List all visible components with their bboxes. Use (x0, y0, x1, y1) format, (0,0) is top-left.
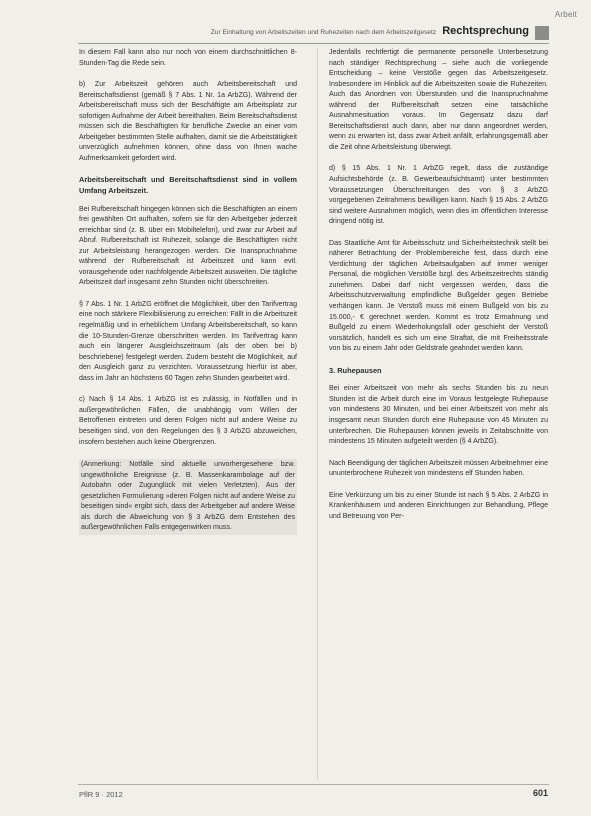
paragraph: c) Nach § 14 Abs. 1 ArbZG ist es zulässig, in Notfällen und in außergewöhnlichen Fällen, die unabhängig vom Willen der Betroffenen eintreten und deren Folgen nicht auf andere Weise zu beseitigen sind, von den Regelungen des § 3 ArbZG abzuweichen, insofern bestehen auch keine Obergrenzen. (79, 396, 297, 446)
section-title: Rechtsprechung (442, 25, 529, 37)
paragraph: In diesem Fall kann also nur noch von einem durchschnittlichen 8-Stunden-Tag die Rede sein. (79, 49, 297, 67)
running-header (200, 25, 529, 37)
paragraph: b) Zur Arbeitszeit gehören auch Arbeitsbereitschaft und Bereitschaftsdienst (gemäß § 7 Abs. 1 Nr. 1a ArbZG). Während der Arbeitsbereitschaft muss sich der Beschäftigte am Arbeitsplatz zur sofortigen Aufnahme der Arbeit bereithalten. Beim Bereitschaftsdienst müssen sich die Beschäftigten für berufliche Zwecke an einer vom Arbeitgeber bestimmten Stelle aufhalten, damit sie die Arbeitstätigkeit unverzüglich aufnehmen können, ohne dass von Ihnen wache Aufmerksamkeit gefordert wird. (79, 81, 297, 162)
header-subtitle: Zur Einhaltung von Arbeitszeiten und Ruhezeiten nach dem Arbeitszeitgesetz (210, 29, 437, 36)
paragraph: Bei einer Arbeitszeit von mehr als sechs Stunden bis zu neun Stunden ist die Arbeit durch eine im Voraus festgelegte Ruhepause von mindestens 30 Minuten, und bei einer Arbeitszeit von mehr als insgesamt neun Stunden durch eine Ruhepause von 45 Minuten zu unterbrechen. Die Ruhepausen können jeweils in Zeitabschnitte von mindestens 15 Minuten aufgeteilt werden (§ 4 ArbZG). (329, 385, 548, 446)
subheading: Arbeitsbereitschaft und Bereitschaftsdienst sind in vollem Umfang Arbeitszeit. (79, 175, 297, 196)
header-rule (78, 43, 549, 44)
subheading: 3. Ruhepausen (329, 365, 382, 375)
paragraph: Das Staatliche Amt für Arbeitsschutz und Sicherheitstechnik stellt bei näherer Betrachtung der Problembereiche fest, dass durch eine Verdichtung der täglichen Arbeitsaufgaben auf immer weniger Personal, die möglichen Verstöße bzgl. des Arbeitszeitrechts ständig zunehmen. Dabei darf nicht vergessen werden, dass die Arbeitsschutzverwaltung empfindliche Bußgelder gegen Betriebe verhängen kann. Je Verstoß muss mit einem Bußgeld von bis zu 15.000,- € gerechnet werden. Kommt es trotz Ermahnung und Bußgeld zu einem Wiederholungsfall oder geschieht der Verstoß vorsätzlich, handelt es sich um eine Straftat, die mit Freiheitsstrafe von bis zu einem Jahr oder Geldstrafe geahndet werden kann. (329, 239, 548, 353)
left-column (79, 48, 297, 546)
right-column (329, 48, 548, 533)
paragraph: § 7 Abs. 1 Nr. 1 ArbZG eröffnet die Möglichkeit, über den Tarifvertrag eine noch stärkere Flexibilisierung zu erreichen: Fällt in die Arbeitszeit regelmäßig und in erheblichem Umfang Arbeitsbereitschaft, so kann die 10-Stunden-Grenze überschritten werden. Im Tarifvertrag kann auch ein längerer Ausgleichszeitraum (als der oben bei b) beschriebene) festgelegt werden. Zudem besteht die Möglichkeit, auf den Ausgleich ganz zu verzichten. Voraussetzung hierfür ist aber, dass im Jahr an höchstens 60 Tagen zehn Stunden gearbeitet wird. (79, 300, 297, 382)
page-number: 601 (532, 788, 548, 798)
section-marker-box (535, 26, 549, 40)
footer-rule (78, 784, 549, 785)
note-paragraph: (Anmerkung: Notfälle sind aktuelle unvorhergesehene bzw. ungewöhnliche Ereignisse (z. B. Massenkarambolage auf der Autobahn oder Zugunglück mit vielen Verletzten). Aus der gesetzlichen Formulierung »deren Folgen nicht auf andere Weise zu beseitigen sind« ergibt sich, dass der Arbeitgeber auf andere Weise als durch die Abweichung von § 3 ArbZG dem Entstehen des außergewöhnlichen Falls entgegenwirken muss. (79, 459, 297, 535)
paragraph: Nach Beendigung der täglichen Arbeitszeit müssen Arbeitnehmer eine ununterbrochene Ruhezeit von mindestens elf Stunden haben. (329, 459, 548, 478)
column-separator (317, 48, 318, 780)
paragraph: Jedenfalls rechtfertigt die permanente personelle Unterbesetzung nach ständiger Rechtsprechung – siehe auch die vorliegende Entscheidung – keine Verstöße gegen das Arbeitszeitgesetz. Insbesondere im Hinblick auf die Arbeitszeiten sowie die Ruhezeiten. Auch das Anordnen von Überstunden und die Inanspruchnahme während der Rufbereitschaft setzen eine tatsächliche Ausnahmesituation voraus. Im Gegensatz dazu darf Bereitschaftsdienst auch dann, aber nur dann angeordnet werden, wenn zu erwarten ist, dass zwar Arbeit anfällt, erfahrungsgemäß aber die Zeit ohne Arbeitsleistung überwiegt. (329, 49, 548, 151)
paragraph: Bei Rufbereitschaft hingegen können sich die Beschäftigten an einem frei gewählten Ort aufhalten, sofern sie für den Arbeitgeber jederzeit erreichbar sind (z. B. über ein Mobiltelefon), und zwar zur Arbeit auf Abruf. Rufbereitschaft ist Ruhezeit, solange die Beschäftigten nicht zur Arbeitsleistung herangezogen werden. Die Inanspruchnahme während der Rufbereitschaft ist Arbeitszeit und kann evtl. vorausgehende oder nachfolgende Arbeitszeit ausweiten. Die tägliche Arbeitszeit darf insgesamt zehn Stunden nicht überschreiten. (79, 205, 297, 287)
running-head-tab: Arbeit (554, 10, 577, 19)
journal-issue: PflR 9 · 2012 (79, 790, 123, 799)
paragraph: Eine Verkürzung um bis zu einer Stunde ist nach § 5 Abs. 2 ArbZG in Krankenhäusern und anderen Einrichtungen zur Behandlung, Pflege und Betreuung von Per- (329, 491, 548, 520)
paragraph: d) § 15 Abs. 1 Nr. 1 ArbZG regelt, dass die zuständige Aufsichtsbehörde (z. B. Gewerbeaufsichtsamt) unter bestimmten Voraussetzungen Überschreitungen des von § 3 ArbZG vorgegebenen Zeitrahmens bewilligen kann. Nach § 15 Abs. 2 ArbZG sind weitere Ausnahmen möglich, wenn dies im öffentlichen Interesse dringend nötig ist. (329, 165, 548, 226)
